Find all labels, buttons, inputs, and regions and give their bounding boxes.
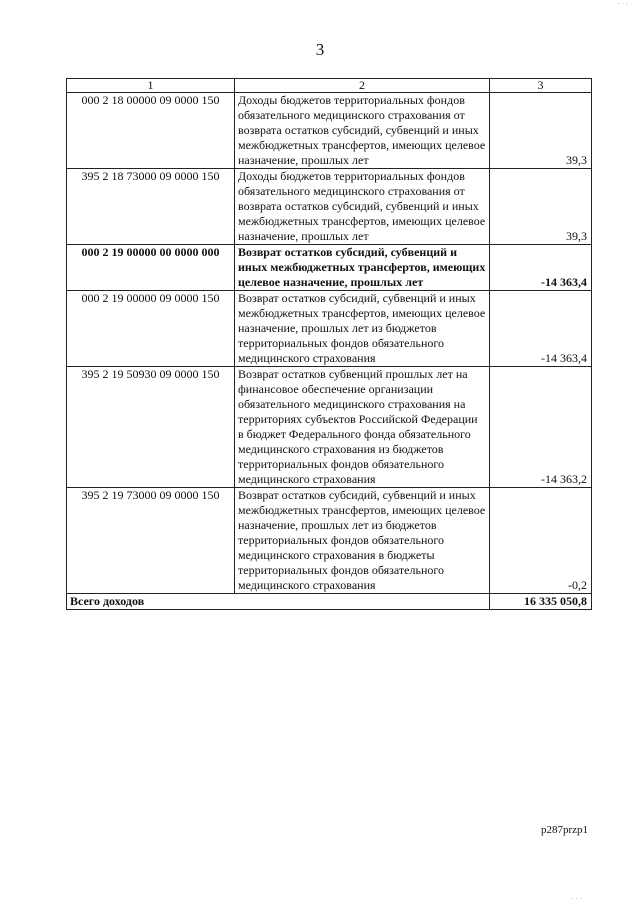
revenue-amount: -14 363,4: [490, 245, 592, 291]
revenue-item-name: Возврат остатков субсидий, субвенций и иных межбюджетных трансфертов, имеющих целевое назначение, прошлых лет из бюджетов территориальных фондов обязательного медицинского страхования в бюджеты территориальных фондов обязательного медицинского страхования: [235, 488, 490, 594]
page-number: 3: [315, 40, 325, 59]
revenue-item-name: Возврат остатков субсидий, субвенций и иных межбюджетных трансфертов, имеющих целевое назначение, прошлых лет из бюджетов территориальных фондов обязательного медицинского страхования: [235, 291, 490, 367]
budget-classification-code: 000 2 19 00000 00 0000 000: [67, 245, 235, 291]
table-row: [67, 291, 592, 367]
table-row: [67, 93, 592, 169]
revenue-amount: -14 363,4: [490, 291, 592, 367]
budget-classification-code: 000 2 18 00000 09 0000 150: [67, 93, 235, 169]
revenue-item-name: Доходы бюджетов территориальных фондов обязательного медицинского страхования от возврата остатков субсидий, субвенций и иных межбюджетных трансфертов, имеющих целевое назначение, прошлых лет: [235, 93, 490, 169]
budget-classification-code: 395 2 19 73000 09 0000 150: [67, 488, 235, 594]
revenue-amount: 39,3: [490, 169, 592, 245]
total-amount: 16 335 050,8: [490, 594, 592, 610]
revenue-amount: 39,3: [490, 93, 592, 169]
revenue-item-name: Доходы бюджетов территориальных фондов обязательного медицинского страхования от возврата остатков субсидий, субвенций и иных межбюджетных трансфертов, имеющих целевое назначение, прошлых лет: [235, 169, 490, 245]
revenue-amount: -14 363,2: [490, 367, 592, 488]
table-total-row: [67, 594, 592, 610]
revenue-item-name: Возврат остатков субсидий, субвенций и иных межбюджетных трансфертов, имеющих целевое назначение, прошлых лет: [235, 245, 490, 291]
budget-classification-code: 395 2 18 73000 09 0000 150: [67, 169, 235, 245]
column-header-code: 1: [67, 79, 235, 93]
table-row: [67, 367, 592, 488]
table-row-group-total: [67, 245, 592, 291]
column-header-name: 2: [235, 79, 490, 93]
table-row: [67, 488, 592, 594]
document-footer-code: p287przp1: [540, 824, 588, 836]
total-label: Всего доходов: [67, 594, 490, 610]
budget-revenue-table: [66, 78, 592, 610]
table-header-row: [67, 79, 592, 93]
revenue-amount: -0,2: [490, 488, 592, 594]
table-row: [67, 169, 592, 245]
scan-corner-mark-top: · · ·: [617, 0, 628, 8]
budget-classification-code: 000 2 19 00000 09 0000 150: [67, 291, 235, 367]
revenue-item-name: Возврат остатков субвенций прошлых лет на финансовое обеспечение организации обязательного медицинского страхования на территориях субъектов Российской Федерации в бюджет Федерального фонда обязательного медицинского страхования из бюджетов территориальных фондов обязательного медицинского страхования: [235, 367, 490, 488]
column-header-amount: 3: [490, 79, 592, 93]
budget-classification-code: 395 2 19 50930 09 0000 150: [67, 367, 235, 488]
scan-corner-mark-bottom: · · ·: [571, 895, 582, 903]
